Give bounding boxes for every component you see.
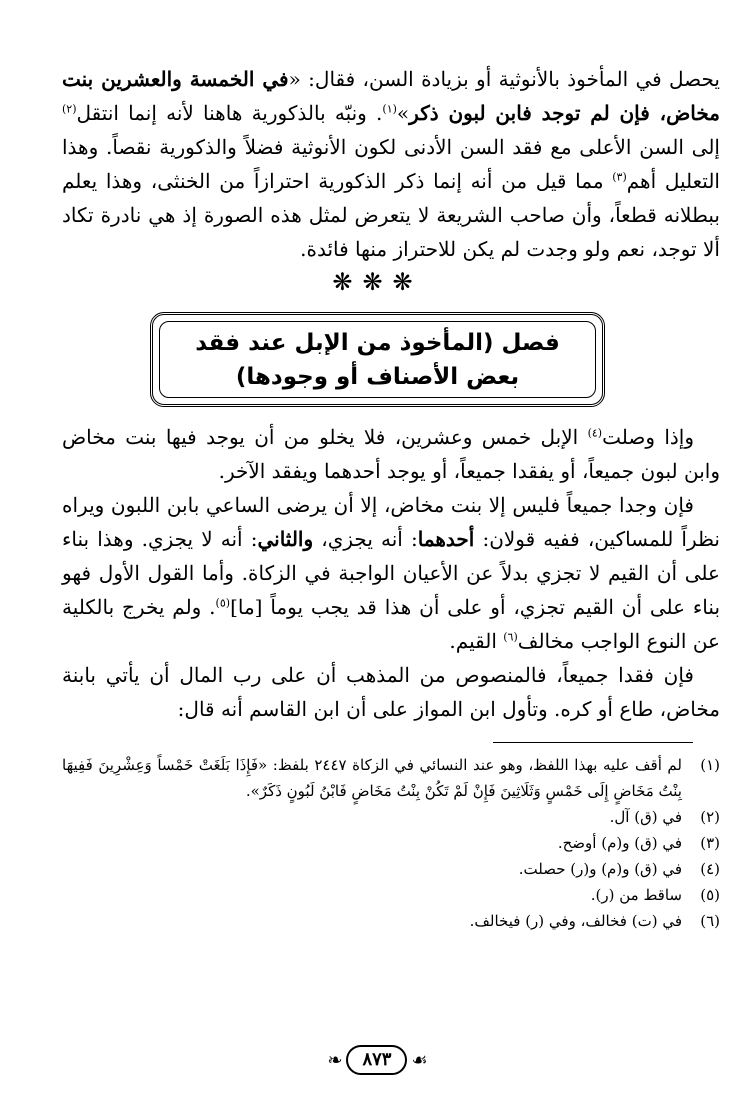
footnote-ref-6[interactable]: (٦) — [503, 630, 518, 644]
footnote-number: (٣) — [700, 834, 720, 852]
footnote-text: في (ق) و(م) و(ر) حصلت. — [518, 860, 682, 878]
footnote-ref-1[interactable]: (١) — [382, 102, 397, 116]
footnote-ref-4[interactable]: (٤) — [587, 426, 603, 440]
footnote-1 — [62, 752, 720, 804]
p1-text-d: . ونبّه بالذكورية هاهنا لأنه إنما انتقل — [76, 101, 383, 125]
footnote-text: لم أقف عليه بهذا اللفظ، وهو عند النسائي في الزكاة ٢٤٤٧ بلفظ: «فَإِذَا بَلَغَتْ خَمْساً وَعِشْرِينَ فَفِيهَا بِنْتُ مَخَاضٍ إِلَى خَمْسٍ وَثَلَاثِينَ فَإِنْ لَمْ تَكُنْ بِنْتُ مَخَاضٍ فَابْنُ لَبُونٍ ذَكَرٌ». — [62, 756, 682, 800]
footnote-text: ساقط من (ر). — [590, 886, 682, 904]
footnote-number: (٤) — [700, 860, 720, 878]
footnote-ref-3[interactable]: (٣) — [612, 170, 627, 184]
footnote-4 — [62, 856, 720, 882]
footnote-ref-5[interactable]: (٥) — [215, 596, 231, 610]
p3-text-g: القيم. — [449, 629, 504, 653]
chapter-heading-frame — [150, 312, 605, 407]
second-opinion-label: والثاني — [257, 527, 314, 551]
footnote-text: في (ت) فخالف، وفي (ر) فيخالف. — [469, 912, 682, 930]
right-ornament-icon: ☙ — [411, 1049, 428, 1071]
footnote-2 — [62, 804, 720, 830]
footnote-3 — [62, 830, 720, 856]
footnote-ref-2[interactable]: (٢) — [62, 102, 77, 116]
footnote-number: (٦) — [700, 912, 720, 930]
p1-text-f: مما قيل من أنه إنما ذكر الذكورية احترازاً من الخنثى، وهذا يعلم ببطلانه قطعاً، وأن صاحب الشريعة لا يتعرض لمثل هذه الصورة إذ هي نادرة تكاد ألا توجد، نعم ولو وجدت لم يكن للاحتراز منها فائدة. — [62, 169, 720, 261]
section-divider-stars: ❋❋❋ — [332, 268, 423, 296]
hadith-quote: في الخمسة والعشرين بنت مخاض، فإن لم توجد فابن لبون ذكر — [62, 67, 720, 125]
page-number-ornament — [0, 1042, 755, 1078]
footnote-6 — [62, 908, 720, 934]
p2-text-a: وإذا وصلت — [602, 425, 695, 449]
footnote-separator — [493, 742, 693, 743]
p1-text-a: يحصل في المأخوذ بالأنوثية أو بزيادة السن، فقال: « — [288, 67, 720, 91]
p1-quote-close: » — [396, 101, 410, 125]
p3-text-e: : أنه لا يجزي. وهذا بناء على أن القيم لا تجزي بدلاً عن الأعيان الواجبة في الزكاة. وأما القول الأول فهو بناء على أن القيم تجزي، أو على أن هذا قد يجب يوماً [ما] — [62, 527, 721, 619]
first-opinion-label: أحدهما — [417, 527, 475, 551]
paragraph-3 — [62, 488, 720, 658]
footnote-text: في (ق) و(م) أوضح. — [557, 834, 682, 852]
p3-text-c: : أنه يجزي، — [313, 527, 418, 551]
paragraph-1 — [62, 62, 720, 266]
paragraph-2 — [62, 420, 720, 488]
p1-text-e: إلى السن الأعلى مع فقد السن الأدنى لكون الأنوثية فضلاً والذكورية نقصاً. وهذا التعليل أهم — [62, 135, 720, 193]
footnote-text: في (ق) آل. — [609, 808, 682, 826]
footnotes — [62, 752, 720, 934]
p2-text-b: الإبل خمس وعشرين، فلا يخلو من أن يوجد فيها بنت مخاض وابن لبون جميعاً، أو يفقدا جميعاً، أو يوجد أحدهما ويفقد الآخر. — [62, 425, 720, 483]
p3-text-f: . ولم يخرج بالكلية عن النوع الواجب مخالف — [62, 595, 720, 653]
footnote-number: (١) — [700, 756, 720, 774]
footnote-5 — [62, 882, 720, 908]
left-ornament-icon: ❧ — [327, 1049, 343, 1071]
p4-text-a: فإن فقدا جميعاً، فالمنصوص من المذهب أن على رب المال أن يأتي بابنة مخاض، طاع أو كره. وتأول ابن المواز على أن ابن القاسم أنه قال: — [62, 663, 720, 721]
chapter-heading: فصل (المأخوذ من الإبل عند فقد بعض الأصناف أو وجودها) — [195, 329, 560, 390]
page-number: ٨٧٣ — [346, 1045, 407, 1075]
footnote-number: (٢) — [700, 808, 720, 826]
chapter-heading-inner-frame — [159, 321, 596, 398]
footnote-number: (٥) — [700, 886, 720, 904]
p3-text-a: فإن وجدا جميعاً فليس إلا بنت مخاض، إلا أن يرضى الساعي بابن اللبون ويراه نظراً للمساكين، ففيه قولان: — [62, 493, 720, 551]
paragraph-4 — [62, 658, 720, 726]
